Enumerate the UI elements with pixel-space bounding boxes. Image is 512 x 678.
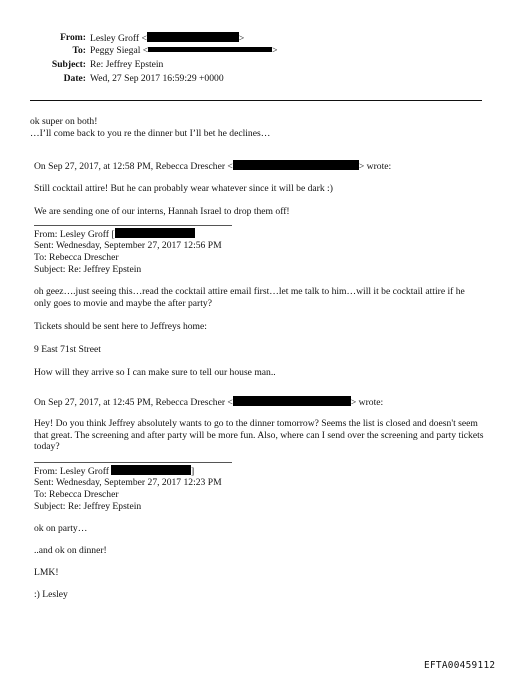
- forward1-to: To: Rebecca Drescher: [34, 252, 119, 263]
- to-label: To:: [72, 45, 86, 56]
- quote2-intro: On Sep 27, 2017, at 12:45 PM, Rebecca Drescher < > wrote:: [34, 397, 384, 408]
- date-value: Wed, 27 Sep 2017 16:59:29 +0000: [90, 73, 224, 84]
- body-line-2: …I’ll come back to you re the dinner but I’ll bet he declines…: [30, 128, 271, 139]
- forward2-signature: :) Lesley: [34, 589, 68, 600]
- quote2-paragraph-1: Hey! Do you think Jeffrey absolutely wants to go to the dinner tomorrow? Seems the list is closed and doesn't seem that great. The screening and after party will be more fun. Also, where can I send over the screening and party tickets today?: [34, 418, 484, 453]
- forward2-divider: [34, 462, 232, 463]
- quote1-paragraph-2: We are sending one of our interns, Hannah Israel to drop them off!: [34, 206, 290, 217]
- redaction-block: [233, 396, 351, 406]
- forward2-paragraph-1: ok on party…: [34, 523, 88, 534]
- forward2-subject: Subject: Re: Jeffrey Epstein: [34, 501, 142, 512]
- quote1-intro: On Sep 27, 2017, at 12:58 PM, Rebecca Drescher < > wrote:: [34, 161, 392, 172]
- from-label: From:: [60, 32, 86, 43]
- forward2-sent: Sent: Wednesday, September 27, 2017 12:23 PM: [34, 477, 222, 488]
- forward1-subject: Subject: Re: Jeffrey Epstein: [34, 264, 142, 275]
- redaction-block: [233, 160, 359, 170]
- forward2-paragraph-2: ..and ok on dinner!: [34, 545, 107, 556]
- forward1-sent: Sent: Wednesday, September 27, 2017 12:56 PM: [34, 240, 222, 251]
- redaction-block: [115, 228, 195, 238]
- forward1-from: From: Lesley Groff [: [34, 228, 195, 241]
- forward2-from: From: Lesley Groff ]: [34, 466, 195, 477]
- quote1-paragraph-1: Still cocktail attire! But he can probably wear whatever since it will be dark :): [34, 183, 333, 194]
- forward2-to: To: Rebecca Drescher: [34, 489, 119, 500]
- body-line-1: ok super on both!: [30, 116, 98, 127]
- header-divider: [30, 100, 482, 101]
- forward1-paragraph-4: How will they arrive so I can make sure to tell our house man..: [34, 367, 276, 378]
- forward2-paragraph-3: LMK!: [34, 567, 59, 578]
- redaction-block: [147, 32, 239, 42]
- redaction-block: [148, 47, 272, 52]
- to-value: Peggy Siegal < >: [90, 45, 278, 56]
- subject-value: Re: Jeffrey Epstein: [90, 59, 164, 70]
- forward1-paragraph-2: Tickets should be sent here to Jeffreys home:: [34, 321, 207, 332]
- forward1-paragraph-1: oh geez….just seeing this…read the cocktail attire email first…let me talk to him…will it be cocktail attire if he only goes to movie and maybe the after party?: [34, 286, 465, 309]
- from-value: Lesley Groff < >: [90, 33, 245, 44]
- date-label: Date:: [63, 73, 86, 84]
- subject-label: Subject:: [51, 59, 86, 70]
- forward1-divider: [34, 225, 232, 226]
- forward1-address: 9 East 71st Street: [34, 344, 101, 355]
- document-id: EFTA00459112: [424, 660, 496, 671]
- redaction-block: [111, 465, 191, 475]
